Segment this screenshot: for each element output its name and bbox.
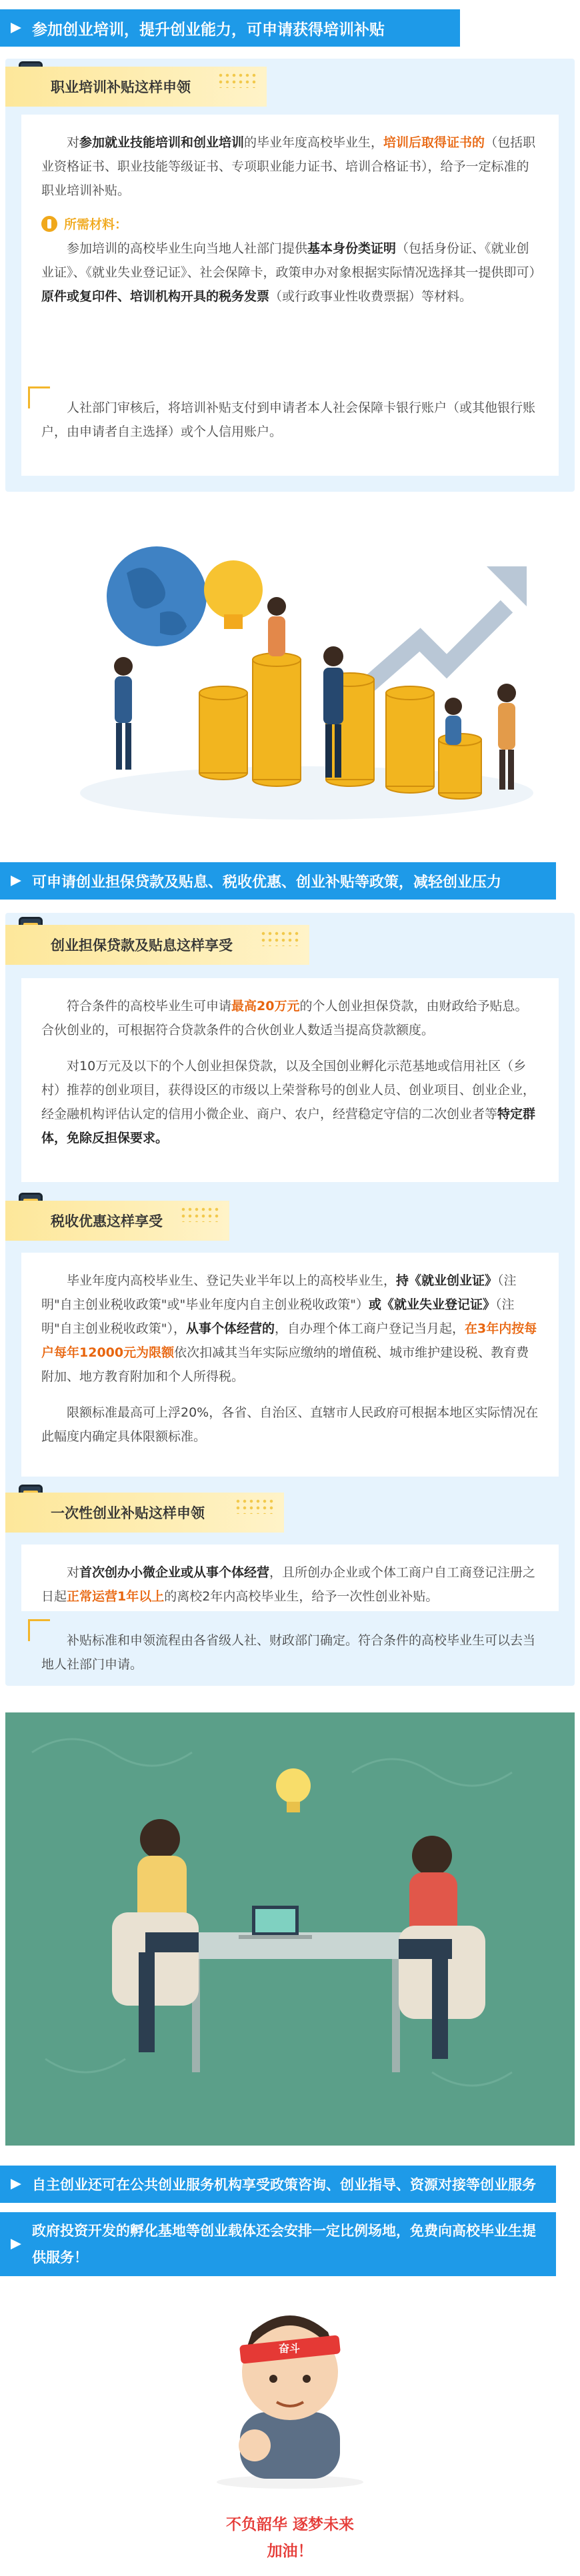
loan-paragraph-2: 对10万元及以下的个人创业担保贷款，以及全国创业孵化示范基地或信用社区（乡村）推荐的创业项目，获得设区的市级以上荣誉称号的创业人员、创业项目、创业企业，经金融机构评估认定的信用小微企业、商户、农户，经营稳定守信的二次创业者等特定群体，免除反担保要求。: [41, 1059, 536, 1145]
training-paragraph: 对参加就业技能培训和创业培训的毕业年度高校毕业生，培训后取得证书的（包括职业资格证书、职业技能等级证书、专项职业能力证书、培训合格证书），给予一定标准的职业培训补贴。: [41, 135, 536, 198]
meeting-illustration: [5, 1712, 575, 2146]
loan-tag: 创业担保贷款及贴息这样享受: [5, 925, 309, 965]
banner-text: 自主创业还可在公共创业服务机构享受政策咨询、创业指导、资源对接等创业服务: [32, 2177, 536, 2193]
tax-card: [21, 1253, 559, 1477]
startup-subsidy-tag: 一次性创业补贴这样申领: [5, 1493, 284, 1533]
startup-note: 补贴标准和申领流程由各省级人社、财政部门确定。符合条件的高校毕业生可以去当地人社部门申请。: [41, 1633, 536, 1672]
loan-paragraph-1: 符合条件的高校毕业生可申请最高20万元的个人创业担保贷款，由财政给予贴息。合伙创业的，可根据符合贷款条件的合伙创业人数适当提高贷款额度。: [41, 999, 528, 1037]
training-note: 人社部门审核后，将培训补贴支付到申请者本人社会保障卡银行账户（或其他银行账户，由申请者自主选择）或个人信用账户。: [41, 400, 536, 439]
tax-paragraph-1: 毕业年度内高校毕业生、登记失业半年以上的高校毕业生，持《就业创业证》（注明"自主创业税收政策"或"毕业年度内自主创业税收政策"）或《就业失业登记证》（注明"自主创业税收政策"），从事个体经营的，自办理个体工商户登记当月起，在3年内按每户每年12000元为限额依次扣减其当年实际应缴纳的增值税、城市维护建设税、教育费附加、地方教育附加和个人所得税。: [41, 1273, 537, 1384]
headband-text: 奋斗: [279, 2342, 301, 2355]
banner-text: 参加创业培训，提升创业能力，可申请获得培训补贴: [32, 21, 385, 39]
business-illustration: [53, 526, 533, 840]
section-banner-policies: [0, 862, 556, 900]
info-icon: [41, 216, 57, 232]
cartoon-mascot: [193, 2292, 387, 2492]
loan-card: [21, 978, 559, 1182]
closing-line-2: 加油！: [267, 2543, 313, 2560]
banner-text: 可申请创业担保贷款及贴息、税收优惠、创业补贴等政策，减轻创业压力: [32, 874, 502, 891]
section-banner-incubator: [0, 2212, 556, 2276]
materials-paragraph: 参加培训的高校毕业生向当地人社部门提供基本身份类证明（包括身份证、《就业创业证》、《就业失业登记证》、社会保障卡，政策申办对象根据实际情况选择其一提供即可）原件或复印件、培训机构开具的税务发票（或行政事业性收费票据）等材料。: [41, 241, 542, 304]
tax-paragraph-2: 限额标准最高可上浮20%，各省、自治区、直辖市人民政府可根据本地区实际情况在此幅度内确定具体限额标准。: [41, 1405, 539, 1444]
tax-tag: 税收优惠这样享受: [5, 1201, 229, 1241]
closing-line-1: 不负韶华 逐梦未来: [225, 2516, 354, 2533]
section-banner-training: [0, 9, 460, 47]
startup-paragraph: 对首次创办小微企业或从事个体经营，且所创办企业或个体工商户自工商登记注册之日起正常运营1年以上的离校2年内高校毕业生，给予一次性创业补贴。: [41, 1565, 536, 1604]
section-banner-services: [0, 2166, 556, 2203]
banner-text: 政府投资开发的孵化基地等创业载体还会安排一定比例场地，免费向高校毕业生提供服务！: [32, 2223, 536, 2265]
startup-subsidy-card: [21, 1545, 559, 1611]
training-subsidy-tag: 职业培训补贴这样申领: [5, 67, 267, 107]
materials-label: 所需材料：: [41, 215, 539, 233]
